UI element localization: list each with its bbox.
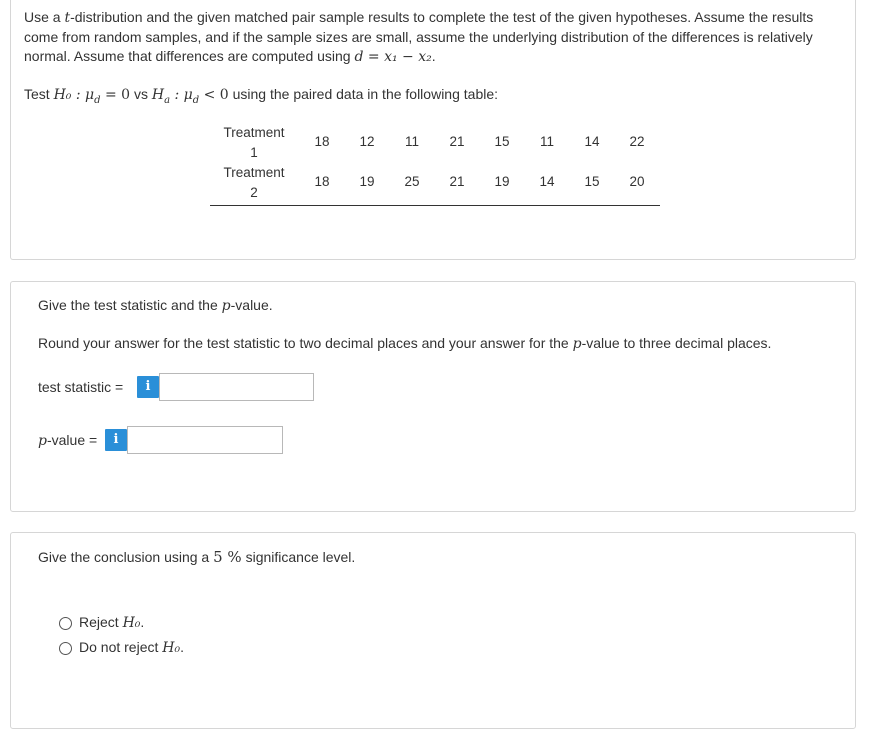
conclusion-card [10, 532, 856, 729]
intro-formula: d = x₁ − x₂ [354, 49, 432, 65]
option-text: Reject [79, 614, 123, 630]
intro-text-2: -distribution and the given matched pair sample results to complete the test of the given hypotheses. Assume the results come from random samples, and if the sample sizes are small, assume the underlying distribution of the differences is relatively normal. Assume that differences are computed using [24, 9, 814, 64]
question-p: p [221, 298, 231, 314]
table-row [210, 123, 660, 163]
hyp-vs: vs [130, 86, 152, 102]
table-cell: 19 [494, 174, 510, 189]
hypothesis-line [24, 86, 498, 106]
table-cell: 11 [539, 134, 554, 149]
row-label-line1: Treatment [223, 125, 285, 140]
table-cell: 20 [629, 174, 645, 189]
option-h0: H₀ [122, 615, 141, 631]
question-text-a: Give the test statistic and the [38, 297, 222, 313]
intro-end: . [431, 48, 436, 64]
row-label [210, 123, 298, 163]
pvalue-p: p [38, 433, 47, 449]
conclusion-text-a: Give the conclusion using a [38, 549, 214, 565]
pvalue-label-text: -value = [46, 432, 98, 448]
question-text-b: -value. [230, 297, 273, 313]
pvalue-input[interactable] [127, 426, 283, 454]
table-cell: 22 [629, 134, 645, 149]
option-end: . [180, 639, 184, 655]
conclusion-pct: 5 % [213, 548, 242, 566]
table-cell: 21 [449, 174, 465, 189]
hyp-alt-mu: : μ [170, 87, 193, 103]
radio-button[interactable] [59, 617, 72, 630]
table-cell: 14 [584, 134, 600, 149]
problem-card [10, 0, 856, 260]
table-cell: 15 [494, 134, 510, 149]
table-bottom-rule [210, 205, 660, 206]
hyp-sub-d2: d [192, 94, 200, 106]
row-label-line1: Treatment [223, 165, 285, 180]
rounding-text-a: Round your answer for the test statistic to two decimal places and your answer for the [38, 335, 573, 351]
table-cell: 18 [314, 134, 330, 149]
table-row [210, 163, 660, 203]
hyp-sub-d: d [94, 94, 101, 106]
test-statistic-input[interactable] [159, 373, 314, 401]
table-cell: 14 [539, 174, 555, 189]
test-statistic-label: test statistic = [38, 379, 124, 395]
option-label [79, 639, 184, 656]
option-end: . [140, 614, 145, 630]
rounding-text-b: -value to three decimal places. [581, 335, 772, 351]
table-cell: 18 [314, 174, 330, 189]
conclusion-text-b: significance level. [241, 549, 356, 565]
rounding-p: p [572, 336, 582, 352]
option-text: Do not reject [79, 639, 163, 655]
table-cell: 11 [404, 134, 419, 149]
hyp-prefix: Test [24, 86, 54, 102]
alt-hypothesis: H [151, 87, 165, 103]
question-test-statistic [38, 297, 273, 314]
table-cell: 25 [404, 174, 420, 189]
row-label-line2: 1 [250, 145, 258, 160]
option-label [79, 614, 144, 631]
info-icon[interactable]: i [137, 376, 159, 398]
info-icon[interactable]: i [105, 429, 127, 451]
null-hypothesis: H₀ : μ [53, 87, 95, 103]
option-h0: H₀ [162, 640, 181, 656]
hyp-null-rest: = 0 [100, 87, 131, 103]
rounding-instructions [38, 335, 771, 352]
radio-button[interactable] [59, 642, 72, 655]
table-cell: 19 [359, 174, 375, 189]
hyp-alt-rest: < 0 [199, 87, 229, 103]
table-cell: 12 [359, 134, 375, 149]
intro-t: t [64, 10, 71, 26]
hyp-suffix: using the paired data in the following table: [228, 86, 499, 102]
row-label [210, 163, 298, 203]
question-conclusion [38, 548, 355, 566]
problem-intro [24, 8, 834, 67]
table-cell: 21 [449, 134, 465, 149]
test-statistic-card [10, 281, 856, 512]
table-cell: 15 [584, 174, 600, 189]
pvalue-label [38, 432, 97, 449]
row-label-line2: 2 [250, 185, 258, 200]
intro-text-1: Use a [24, 9, 65, 25]
hyp-sub-a: a [164, 94, 171, 106]
